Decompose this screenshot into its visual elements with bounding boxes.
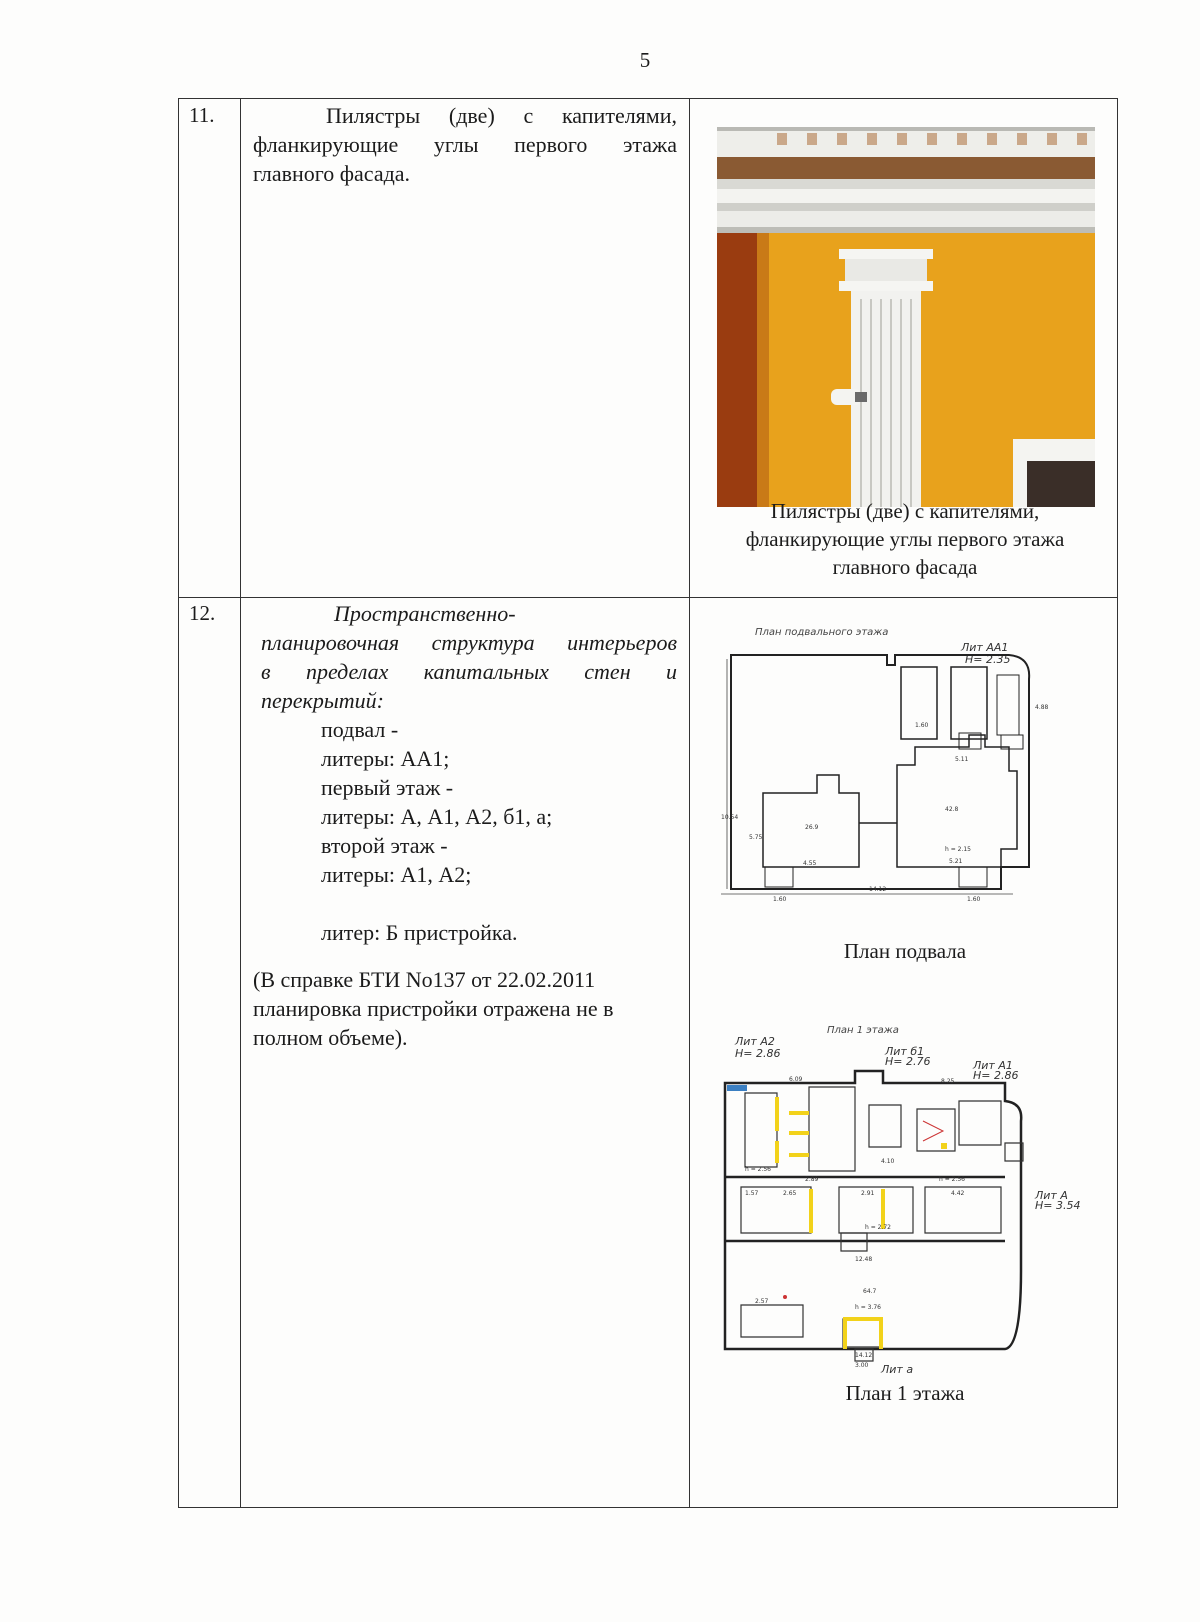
floor1-dim: h = 2.56 [745,1166,772,1173]
row-divider [179,597,1117,598]
desc-line: второй этаж - [321,833,448,858]
floor1-dim: 4.42 [951,1190,965,1197]
caption-line: Пилястры (две) с капителями, [770,499,1040,523]
basement-dim: 1.60 [967,896,981,903]
floor1-lit-a2-height: H= 2.86 [735,1047,781,1060]
first-floor-plan-caption: План 1 этажа [845,1381,965,1405]
basement-plan-drawing [719,619,1099,919]
row-description [261,599,677,947]
basement-dim: 1.60 [773,896,787,903]
floor1-lit-a-height: H= 3.54 [1035,1199,1081,1212]
heritage-elements-table [178,98,1118,1508]
basement-dim: 42.8 [945,806,959,813]
floor1-dim: 12.48 [855,1256,873,1263]
floor1-dim: h = 2.72 [865,1224,892,1231]
caption-line: главного фасада [832,555,978,579]
floor1-lit-a2: Лит А2 [735,1035,775,1048]
desc-line: Пилястры (две) с капителями, [326,103,677,128]
floor1-lit-a: Лит А [1035,1189,1068,1202]
floor1-lit-b1-height: H= 2.76 [885,1055,931,1068]
desc-line: перекрытий: [261,688,384,713]
floor1-dim: 4.10 [881,1158,895,1165]
floor1-dim: 6.09 [789,1076,803,1083]
floor1-dim: 2.91 [861,1190,875,1197]
row-description [253,101,677,188]
desc-line: подвал - [321,717,399,742]
floor1-dim: 8.25 [941,1078,955,1085]
basement-lit-label: Лит АА1 [961,641,1009,654]
floor1-dim: 64.7 [863,1288,877,1295]
desc-line: литер: Б пристройка. [321,920,518,945]
basement-lit-height: H= 2.35 [965,653,1011,666]
caption-line: фланкирующие углы первого этажа [745,527,1065,551]
desc-line: литеры: А, А1, А2, б1, а; [321,804,553,829]
desc-line: литеры: АА1; [321,746,450,771]
page-number: 5 [639,48,651,72]
note-line: (В справке БТИ No137 от 22.02.2011 [253,967,596,992]
basement-dim: 4.88 [1035,704,1049,711]
basement-dim: 10.54 [721,814,739,821]
floor1-lit-a1: Лит А1 [973,1059,1013,1072]
floor1-dim: 14.12 [855,1352,873,1359]
desc-line: в пределах капитальных стен и [261,659,677,684]
basement-dim: 5.11 [955,756,969,763]
basement-dim: 26.9 [805,824,819,831]
floor1-lit-a-bottom: Лит а [881,1363,914,1376]
note-line: планировка пристройки отражена не в [253,996,614,1021]
floor1-dim: 2.57 [755,1298,769,1305]
pilaster-photo [717,127,1095,507]
column-divider-1 [240,99,241,1507]
column-divider-2 [689,99,690,1507]
basement-dim: 5.75 [749,834,763,841]
floor1-plan-title: План 1 этажа [827,1025,899,1036]
basement-plan-caption: План подвала [843,939,967,963]
desc-line: первый этаж - [321,775,454,800]
desc-line: литеры: А1, А2; [321,862,472,887]
basement-plan-title: План подвального этажа [755,627,889,638]
floor1-dim: 1.57 [745,1190,759,1197]
desc-line: Пространственно- [334,601,516,626]
basement-dim: 14.12 [869,886,887,893]
note-line: полном объеме). [253,1025,408,1050]
bti-note [253,965,683,1052]
basement-dim: 4.55 [803,860,817,867]
floor1-dim: h = 3.76 [855,1304,882,1311]
floor1-dim: h = 2.56 [939,1176,966,1183]
basement-dim: 1.60 [915,722,929,729]
floor1-dim: 2.89 [805,1176,819,1183]
desc-line: фланкирующие углы первого этажа [253,132,677,157]
floor1-lit-a1-height: H= 2.86 [973,1069,1019,1082]
row-number: 11. [189,103,215,127]
photo-caption [693,497,1117,581]
floor1-dim: 3.00 [855,1362,869,1369]
row-number: 12. [189,601,216,625]
desc-line: главного фасада. [253,161,411,186]
basement-dim: 5.21 [949,858,963,865]
first-floor-plan-drawing [705,1021,1107,1377]
floor1-dim: 2.65 [783,1190,797,1197]
floor1-lit-b1: Лит б1 [885,1045,925,1058]
desc-line: планировочная структура интерьеров [261,630,677,655]
basement-dim: h = 2.15 [945,846,972,853]
